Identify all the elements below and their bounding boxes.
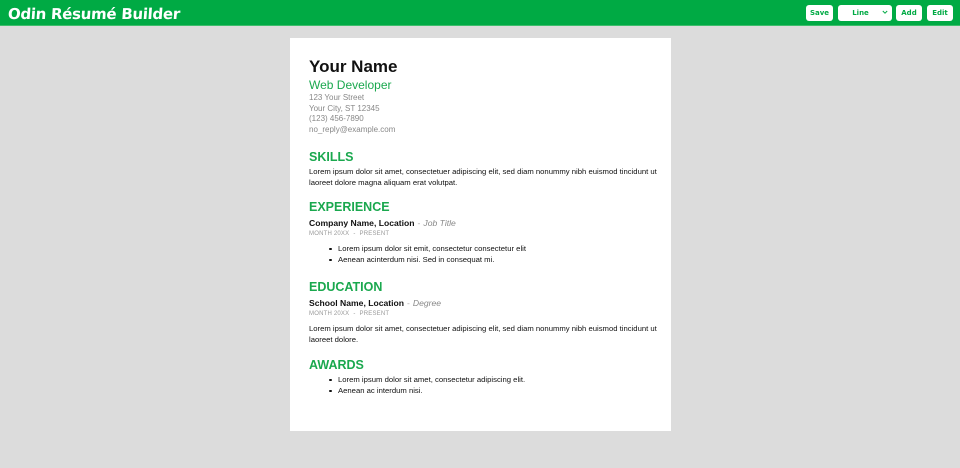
experience-dates (309, 231, 389, 237)
resume-name: Your Name (309, 57, 398, 76)
company-name: Company Name, Location (309, 218, 415, 228)
education-entry-title (309, 298, 441, 308)
education-heading: EDUCATION (309, 280, 383, 294)
list-item: Lorem ipsum dolor sit amet, consectetur adipiscing elit. (338, 375, 526, 384)
app-title: Odin Résumé Builder (7, 5, 181, 23)
title-separator: - (407, 298, 410, 308)
edit-button[interactable]: Edit (927, 5, 953, 21)
add-button[interactable]: Add (896, 5, 922, 21)
list-item: Aenean acinterdum nisi. Sed in consequat mi. (338, 254, 526, 265)
app-header (0, 0, 960, 26)
layout-select-value: Line (852, 9, 869, 17)
contact-street: 123 Your Street (309, 93, 365, 102)
title-separator: - (417, 218, 421, 228)
school-name: School Name, Location (309, 298, 405, 308)
degree: Degree (412, 298, 442, 308)
experience-bullets (338, 243, 526, 265)
resume-page (290, 38, 671, 431)
contact-city: Your City, ST 12345 (309, 104, 380, 113)
contact-email: no_reply@example.com (309, 125, 396, 134)
end-date: PRESENT (359, 231, 390, 237)
awards-heading: AWARDS (309, 358, 364, 372)
date-separator: - (353, 231, 356, 237)
start-date: MONTH 20XX (309, 231, 350, 237)
awards-bullets (338, 374, 525, 396)
date-separator: - (353, 311, 356, 317)
end-date: PRESENT (359, 311, 390, 317)
layout-select[interactable] (838, 5, 892, 21)
education-text: Lorem ipsum dolor sit amet, consectetuer adipiscing elit, sed diam nonummy nibh euismod tincidunt ut laoreet dolore. (309, 324, 657, 344)
experience-entry-title (309, 218, 456, 228)
list-item: Lorem ipsum dolor sit emit, consectetur consectetur elit (338, 244, 526, 253)
job-title: Job Title (423, 218, 456, 228)
save-button[interactable]: Save (806, 5, 833, 21)
start-date: MONTH 20XX (309, 311, 350, 317)
list-item: Aenean ac interdum nisi. (338, 385, 525, 396)
skills-text: Lorem ipsum dolor sit amet, consectetuer adipiscing elit, sed diam nonummy nibh euismod tincidunt ut laoreet dolore magna aliquam erat volutpat. (309, 167, 657, 187)
experience-heading: EXPERIENCE (309, 200, 390, 214)
chevron-down-icon (882, 9, 888, 15)
contact-phone: (123) 456-7890 (309, 114, 364, 123)
education-dates (309, 311, 389, 317)
resume-role: Web Developer (309, 78, 392, 92)
skills-heading: SKILLS (309, 150, 354, 164)
